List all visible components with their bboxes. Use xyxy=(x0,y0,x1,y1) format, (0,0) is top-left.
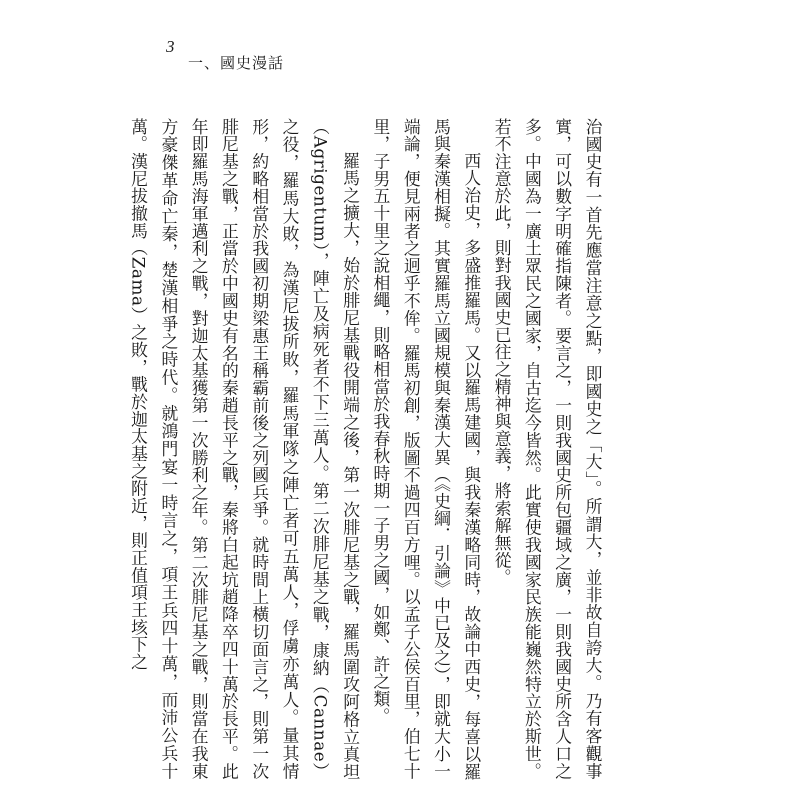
paragraph: 西人治史，多盛推羅馬。又以羅馬建國，與我秦漢略同時，故論中西史，每喜以羅馬與秦漢相擬。其實羅馬立國規模與秦漢大異（《史綱．引論》中已及之），即就大小一端論，便見兩者之迥乎不侔。羅馬初創，版圖不過四百方哩。以孟子公侯百里，伯七十里，子男五十里之說相繩，則略相當於我春秋時期一子男之國，如鄭、許之類。 xyxy=(370,118,482,780)
paragraph: 治國史有一首先應當注意之點，即國史之「大」。所謂大，並非故自誇大。乃有客觀事實，可以數字明確指陳者。要言之，一則我國史所包疆域之廣，一則我國史所含人口之多。中國為一廣土眾民之國家，自古迄今皆然。此實使我國家民族能巍然特立於斯世。若不注意於此，則對我國史已往之精神與意義，將索解無從。 xyxy=(492,118,603,780)
body-text xyxy=(128,118,608,780)
paragraph: 羅馬之擴大，始於腓尼基戰役開端之後，第一次腓尼基之戰，羅馬圍攻阿格立真坦（Agrigentum），陣亡及病死者不下三萬人。第二次腓尼基之戰，康納（Cannae）之役，羅馬大敗，為漢尼拔所敗，羅馬軍隊之陣亡者可五萬人，俘虜亦萬人。量其情形，約略相當於我國初期梁惠王稱霸前後之列國兵爭。就時間上橫切面言之，則第一次腓尼基之戰，正當於中國史有名的秦趙長平之戰，秦將白起坑趙降卒四十萬於長平。此年即羅馬海軍邁利之戰，對迦太基獲第一次勝利之年。第二次腓尼基之戰，則當在我東方豪傑革命亡秦，楚漢相爭之時代。就鴻門宴一時言之，項王兵四十萬，而沛公兵十萬。漢尼拔撤馬（Zama）之敗，戰於迦太基之附近，則正值項王垓下之 xyxy=(128,118,361,780)
running-title: 一、國史漫話 xyxy=(188,54,285,72)
page-number: 3 xyxy=(166,37,175,56)
